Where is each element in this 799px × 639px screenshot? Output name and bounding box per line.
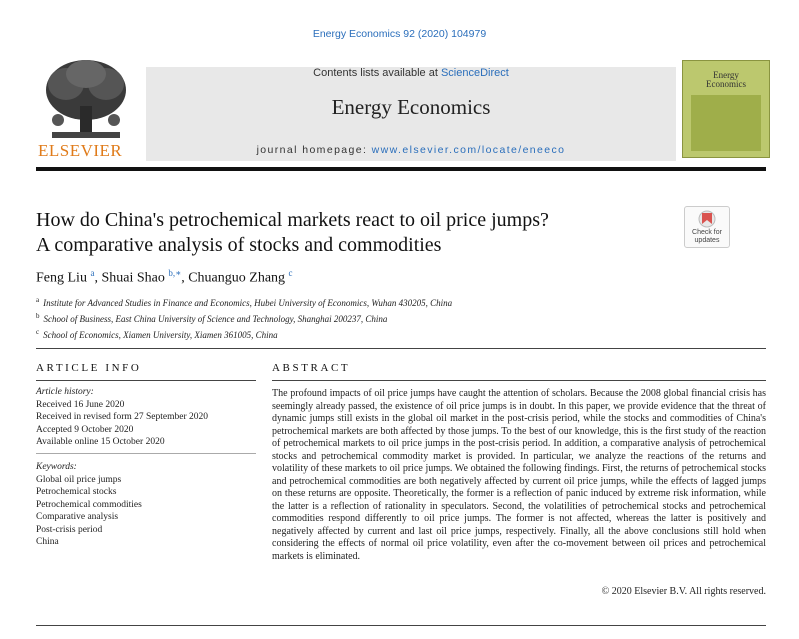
article-title [36,208,656,258]
affiliation-item [36,326,452,342]
journal-title: Energy Economics [331,95,491,119]
affiliation-marker: b [36,312,40,320]
crossmark-label [685,229,729,245]
cover-title [683,71,769,89]
journal-reference[interactable]: Energy Economics 92 (2020) 104979 [312,28,487,40]
article-info-rule [36,380,256,381]
title-line-1: How do China's petrochemical markets react to oil price jumps? [36,209,549,231]
history-item: Received in revised form 27 September 2020 [36,412,209,422]
author-affiliation-ref[interactable]: b,∗ [168,268,182,278]
affiliation-marker: c [36,328,40,336]
journal-banner [146,67,676,161]
elsevier-logo[interactable] [36,56,136,162]
abstract-rule [272,380,766,381]
elsevier-tree-icon [36,56,136,140]
author-list: Feng Liu $^a$, Shuai Shao $^{b,∗}$, Chuanguo Zhang $^c$ [36,268,293,286]
keyword-item: China [36,537,59,547]
affiliation-text: School of Economics, Xiamen University, Xiamen 361005, China [43,330,278,340]
author-name[interactable]: Chuanguo Zhang [188,270,286,286]
homepage-link[interactable]: www.elsevier.com/locate/eneeco [371,144,566,156]
affiliation-item [36,310,452,326]
check-for-updates-button[interactable] [684,206,730,248]
contents-prefix: Contents lists available at [313,67,441,79]
header-divider [36,167,766,171]
author-affiliation-ref[interactable]: c [288,268,293,278]
history-item: Accepted 9 October 2020 [36,424,134,435]
cover-line-2: Economics [706,79,746,89]
author-name[interactable]: Feng Liu [36,270,87,286]
keyword-item: Comparative analysis [36,512,119,522]
journal-header [36,56,770,162]
title-line-2: A comparative analysis of stocks and commodities [36,234,442,256]
crossmark-line-2: updates [694,237,720,244]
affiliation-item [36,294,452,310]
keyword-item: Post-crisis period [36,524,103,535]
journal-homepage [146,144,676,156]
keyword-item: Petrochemical commodities [36,499,142,510]
history-label: Article history: [36,387,94,397]
journal-cover[interactable] [682,60,770,158]
affiliations [36,294,452,342]
abstract-body: The profound impacts of oil price jumps have caught the attention of scholars. Because the 2008 global financial crisis has seemingly already passed, the existence of oil price jumps is in doubt. In this paper, we provide evidence that the threat of dynamic jumps still exists in the global oil market in the post-crisis period, while the stocks and commodities of China's petrochemical markets are both affected by those jumps. To the best of our knowledge, this is the first study of the reaction of petrochemical markets to oil price jumps in the post-crisis period. In addition, a comparative analysis of petrochemical stocks and petrochemical commodity market is provided. In particular, we analyze the reactions of the returns and volatility of these markets to oil price jumps. We obtained the following findings. First, the returns of petrochemical stocks and petrochemical commodities are both negatively affected by current oil price jumps, while the effects of lagged jumps on these returns are opposite. Theoretically, the former is a reflection of panic induced by extreme risk information, while the latter is a reflection of rationality in speculators. Second, the volatilities of petrochemical stocks and petrochemical commodities respond differently to oil price jumps. The former is not affected, whereas the latter is positively and negatively affected by current and last oil price jumps, respectively. Finally, all the above conclusions still hold when considering the effects of normal oil price volatility, even after the co-movement between oil prices and petrochemical markets is eliminated. [272,388,766,562]
affiliation-text: Institute for Advanced Studies in Finance and Economics, Hubei University of Economics, Wuhan 430205, China [43,298,453,308]
cover-art [691,95,761,151]
history-item: Available online 15 October 2020 [36,437,165,447]
contents-line [146,67,676,79]
elsevier-wordmark: ELSEVIER [38,141,123,160]
crossmark-line-1: Check for [692,229,722,236]
footer-divider [36,625,766,626]
affiliation-marker: a [36,296,40,304]
crossmark-icon [685,207,729,229]
affiliation-text: School of Business, East China University of Science and Technology, Shanghai 200237, China [43,314,388,324]
keywords-rule [36,453,256,454]
author-affiliation-ref[interactable]: a [90,268,95,278]
history-item: Received 16 June 2020 [36,399,125,410]
article-info-heading: ARTICLE INFO [36,362,142,374]
section-divider [36,348,766,349]
cover-line-1: Energy [713,70,739,80]
keywords [36,461,142,549]
copyright-notice: © 2020 Elsevier B.V. All rights reserved. [601,586,766,597]
keyword-item: Petrochemical stocks [36,487,117,497]
keywords-label: Keywords: [36,462,77,472]
article-history [36,386,208,449]
sciencedirect-link[interactable]: ScienceDirect [440,67,509,79]
homepage-prefix: journal homepage: [256,144,372,156]
author-name[interactable]: Shuai Shao [101,270,165,286]
keyword-item: Global oil price jumps [36,474,122,485]
abstract-heading: ABSTRACT [272,362,351,374]
